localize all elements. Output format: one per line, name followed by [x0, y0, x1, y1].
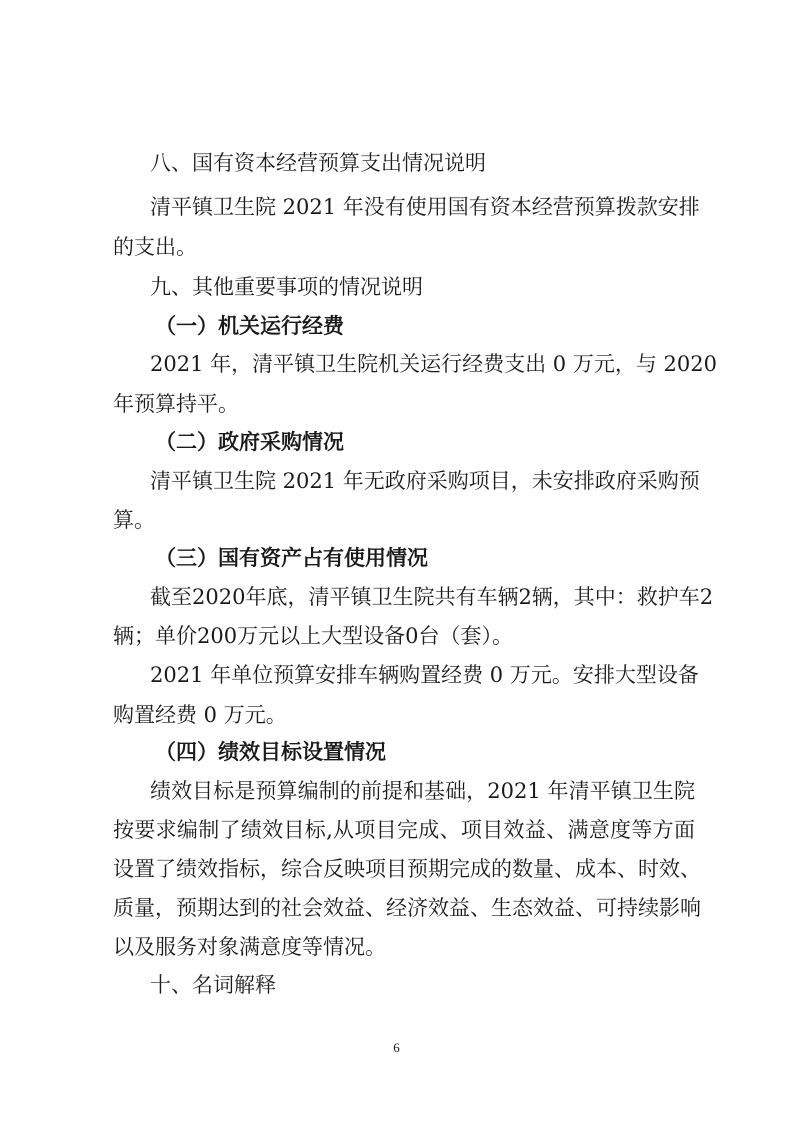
- subsection-4-title: （四）绩效目标设置情况: [155, 740, 386, 764]
- section-8-para-line-2: 的支出。: [113, 235, 197, 259]
- subsection-4-line-4: 质量，预期达到的社会效益、经济效益、生态效益、可持续影响: [113, 896, 701, 920]
- subsection-3-line-2: 辆；单价200万元以上大型设备0台（套）。: [113, 624, 513, 648]
- subsection-4-line-1: 绩效目标是预算编制的前提和基础，2021 年清平镇卫生院: [150, 779, 695, 803]
- subsection-1-line-1: 2021 年，清平镇卫生院机关运行经费支出 0 万元，与 2020: [150, 352, 717, 376]
- section-9-heading: 九、其他重要事项的情况说明: [150, 275, 423, 299]
- subsection-3-line-3: 2021 年单位预算安排车辆购置经费 0 万元。安排大型设备: [150, 663, 699, 687]
- subsection-2-line-1: 清平镇卫生院 2021 年无政府采购项目，未安排政府采购预: [150, 469, 700, 493]
- subsection-3-title: （三）国有资产占有使用情况: [155, 546, 428, 570]
- subsection-3-line-1: 截至2020年底，清平镇卫生院共有车辆2辆，其中：救护车2: [150, 585, 714, 609]
- subsection-4-line-3: 设置了绩效指标，综合反映项目预期完成的数量、成本、时效、: [113, 857, 701, 881]
- subsection-2-title: （二）政府采购情况: [155, 430, 344, 454]
- subsection-1-line-2: 年预算持平。: [113, 392, 239, 416]
- subsection-2-line-2: 算。: [113, 508, 155, 532]
- section-8-para-line-1: 清平镇卫生院 2021 年没有使用国有资本经营预算拨款安排: [150, 195, 700, 219]
- subsection-4-line-5: 以及服务对象满意度等情况。: [113, 935, 386, 959]
- subsection-1-title: （一）机关运行经费: [155, 314, 344, 338]
- page-number: 6: [393, 1040, 400, 1055]
- subsection-4-line-2: 按要求编制了绩效目标,从项目完成、项目效益、满意度等方面: [113, 818, 695, 842]
- subsection-3-line-4: 购置经费 0 万元。: [113, 703, 287, 727]
- section-10-heading: 十、名词解释: [150, 973, 276, 997]
- section-8-heading: 八、国有资本经营预算支出情况说明: [150, 151, 486, 175]
